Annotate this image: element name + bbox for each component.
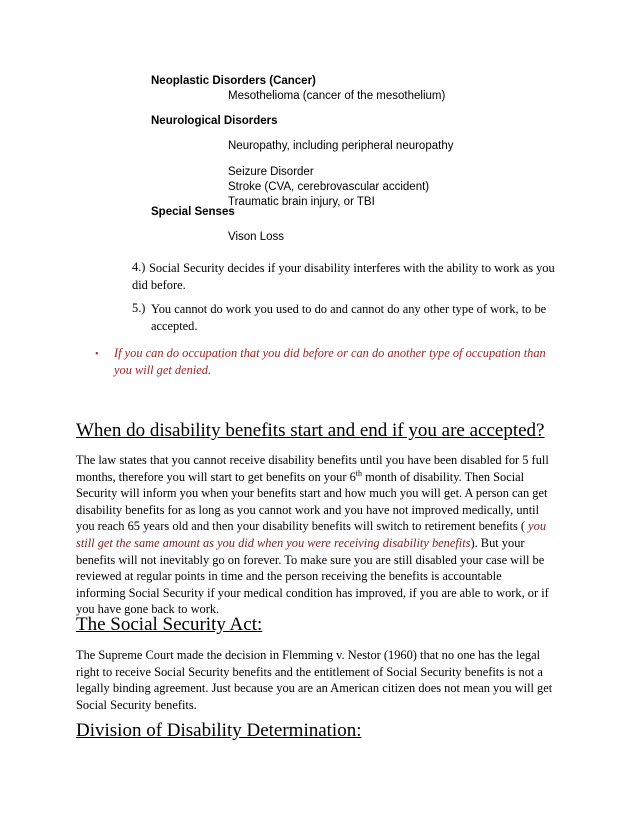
condition-item: Neuropathy, including peripheral neuropathy bbox=[228, 140, 454, 152]
bullet-icon: • bbox=[95, 349, 99, 360]
section-heading: Division of Disability Determination: bbox=[76, 720, 362, 741]
condition-item: Stroke (CVA, cerebrovascular accident) bbox=[228, 181, 430, 193]
condition-item: Seizure Disorder bbox=[228, 166, 314, 178]
section-heading: When do disability benefits start and end if you are accepted? bbox=[76, 420, 545, 441]
condition-item: Mesothelioma (cancer of the mesothelium) bbox=[228, 90, 446, 102]
special-senses-heading: Special Senses bbox=[151, 206, 235, 218]
neurological-heading: Neurological Disorders bbox=[151, 115, 278, 127]
step-number: 4.) bbox=[132, 260, 146, 274]
condition-item: Vison Loss bbox=[228, 231, 285, 243]
step-number: 5.) bbox=[132, 301, 146, 315]
benefits-paragraph: The law states that you cannot receive disability benefits until you have been disabled for 5 full months, therefore you will start to get benefits on your 6th month of disability. Then Social Security will inform you when your benefits start and how much you will get. A person can get disability benefits for as long as you cannot work and you have not improved medically, until you reach 65 years old and then your disability benefits will switch to retirement benefits ( you still get the same amount as you did when you were receiving disability benefits). But your benefits will not inevitably go on forever. To make sure you are still disabled your case will be reviewed at regular points in time and the person receiving the benefits is accountable informing Social Security if your medical condition has improved, if you are able to work, or if you have gone back to work. bbox=[76, 453, 549, 617]
section-heading: The Social Security Act: bbox=[76, 614, 263, 635]
neoplastic-heading: Neoplastic Disorders (Cancer) bbox=[151, 75, 316, 87]
condition-item: Traumatic brain injury, or TBI bbox=[228, 196, 375, 208]
denial-note: If you can do occupation that you did before or can do another type of occupation than you will get denied. bbox=[114, 346, 546, 377]
social-security-act-paragraph: The Supreme Court made the decision in Flemming v. Nestor (1960) that no one has the legal right to receive Social Security benefits and the entitlement of Social Security benefits is not a legally binding agreement. Just because you are an American citizen does not mean you will get Social Security benefits. bbox=[76, 648, 553, 712]
step-4-text: Social Security decides if your disability interferes with the ability to work as you did before. bbox=[132, 261, 555, 292]
step-5-text: You cannot do work you used to do and cannot do any other type of work, to be accepted. bbox=[151, 302, 547, 333]
